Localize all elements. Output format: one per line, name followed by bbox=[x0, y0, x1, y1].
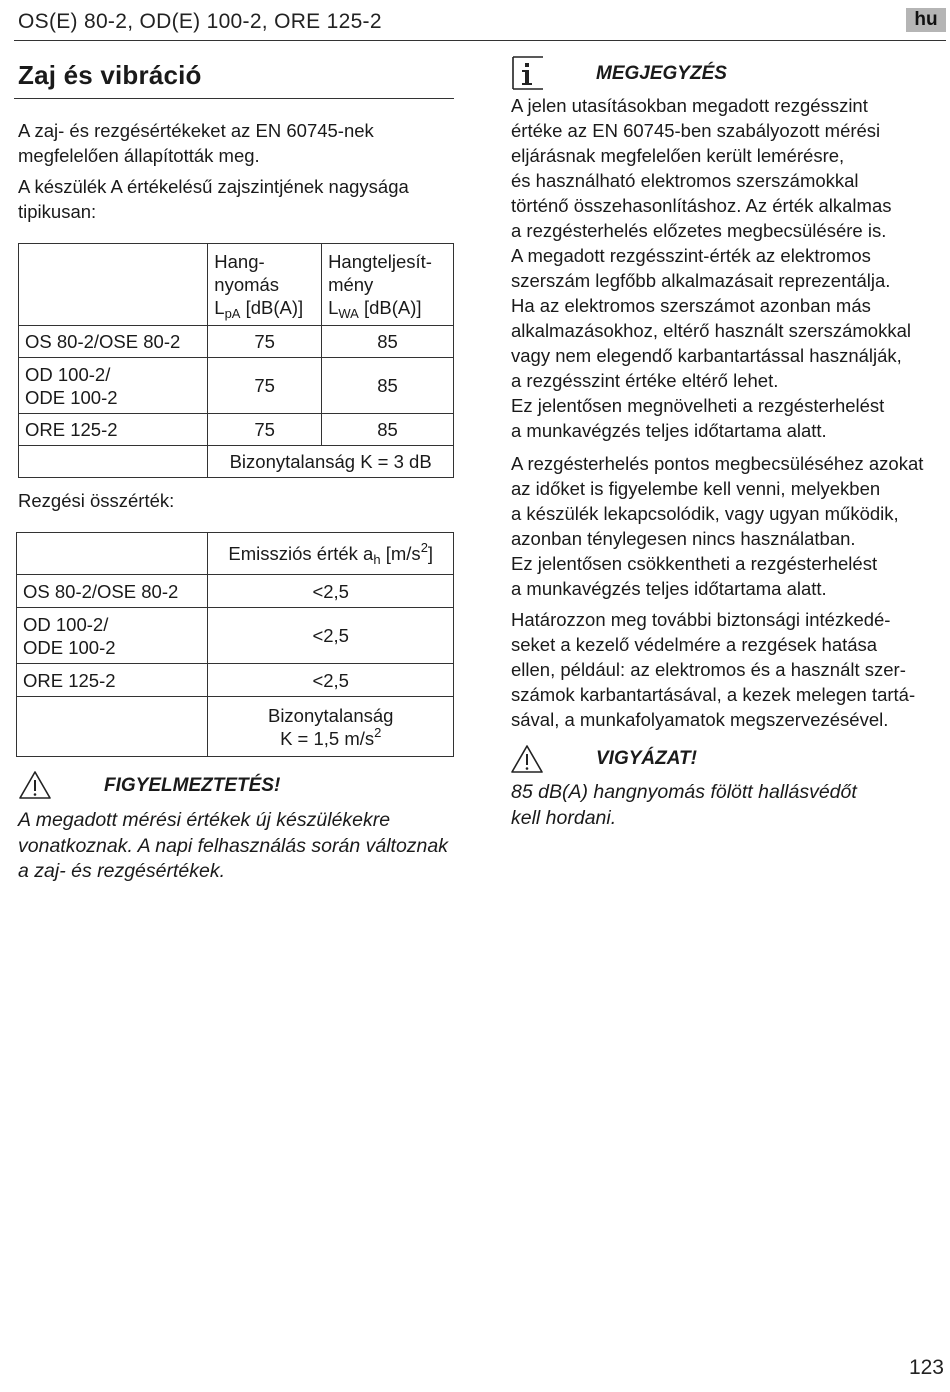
vibration-uncertainty-line1: Bizonytalanság bbox=[267, 704, 394, 726]
table-row bbox=[17, 697, 454, 757]
note-paragraph-3: Határozzon meg további biztonsági intézkedé- seket a kezelő védelmére a rezgések hatása ellen, például: az elektromos és a használt szer- számok karbantartásával, a kezek melegen tartá- sával, a munkafolyamatok megszervezésével. bbox=[511, 609, 916, 730]
caution-triangle-icon bbox=[510, 744, 544, 774]
noise-uncertainty-cell: Bizonytalanság K = 3 dB bbox=[208, 446, 454, 478]
model-cell: ORE 125-2 bbox=[17, 664, 208, 697]
vibration-table-header-emission: Emissziós érték $a_h$ $[m/s^2]$ bbox=[208, 533, 454, 575]
header-divider bbox=[14, 40, 946, 41]
noise-table-empty-cell bbox=[19, 244, 208, 326]
document-header-title: OS(E) 80-2, OD(E) 100-2, ORE 125-2 bbox=[18, 10, 382, 33]
caution-title: VIGYÁZAT! bbox=[596, 748, 697, 769]
lwa-value-cell: 85 bbox=[322, 414, 454, 446]
warning-text: A megadott mérési értékek új készülékekre vonatkoznak. A napi felhasználás során változnak a zaj- és rezgésértékek. bbox=[18, 809, 448, 882]
vibration-uncertainty-cell bbox=[208, 697, 454, 757]
noise-table-empty-cell bbox=[19, 446, 208, 478]
noise-table bbox=[18, 243, 454, 478]
lwa-value-cell: 85 bbox=[322, 326, 454, 358]
lwa-label-line2: mény bbox=[328, 274, 374, 295]
page-number: 123 bbox=[908, 1356, 944, 1379]
warning-triangle-icon bbox=[18, 770, 52, 800]
table-row bbox=[19, 326, 454, 358]
noise-table-header-lpa bbox=[208, 244, 322, 326]
note-paragraph-1: A jelen utasításokban megadott rezgésszint értéke az EN 60745-ben szabályozott mérési eljárásnak megfelelően került lemérésre, és használható elektromos szerszámokkal történő összehasonlításhoz. Az érték alkalmas a rezgésterhelés előzetes megbecsülésére is. A megadott rezgésszint-érték az elektromos szerszám legfőbb alkalmazásait reprezentálja. Ha az elektromos szerszámot azonban más alkalmazásokhoz, eltérő használt szerszámokkal vagy nem elegendő karbantartással használják, a rezgésszint értéke eltérő lehet. Ez jelentősen megnövelheti a rezgésterhelést a munkavégzés teljes időtartama alatt. bbox=[511, 95, 911, 441]
vibration-table-header-row bbox=[17, 533, 454, 575]
lpa-value-cell: 75 bbox=[208, 414, 322, 446]
table-row bbox=[17, 575, 454, 608]
lpa-value-cell: 75 bbox=[208, 326, 322, 358]
lpa-symbol: $L_{pA}$ [dB(A)] bbox=[214, 297, 304, 321]
vibration-table-empty-cell bbox=[17, 697, 208, 757]
table-row bbox=[19, 414, 454, 446]
table-row bbox=[19, 358, 454, 414]
vibration-uncertainty-line2: K = 1,5 $m/s^2$ bbox=[280, 724, 382, 749]
section-divider bbox=[14, 98, 454, 99]
intro-paragraph-1: A zaj- és rezgésértékeket az EN 60745-nek megfelelően állapították meg. bbox=[18, 120, 374, 166]
vibration-table bbox=[16, 532, 454, 757]
model-cell: OS 80-2/OSE 80-2 bbox=[19, 326, 208, 358]
noise-table-header-row bbox=[19, 244, 454, 326]
vibration-value-cell: <2,5 bbox=[208, 608, 454, 664]
vibration-label: Rezgési összérték: bbox=[18, 490, 175, 511]
intro-paragraph-2: A készülék A értékelésű zajszintjének nagysága tipikusan: bbox=[18, 176, 409, 222]
table-row bbox=[19, 446, 454, 478]
warning-title: FIGYELMEZTETÉS! bbox=[104, 775, 281, 796]
caution-text: 85 dB(A) hangnyomás fölött hallásvédőt kell hordani. bbox=[511, 781, 857, 829]
table-row bbox=[17, 664, 454, 697]
noise-table-header-lwa bbox=[322, 244, 454, 326]
lwa-label-line1: Hangteljesít- bbox=[328, 251, 432, 272]
vibration-value-cell: <2,5 bbox=[208, 664, 454, 697]
lpa-label-line1: Hang- bbox=[214, 251, 265, 272]
lpa-label-line2: nyomás bbox=[214, 274, 280, 295]
table-row bbox=[17, 608, 454, 664]
model-cell: OD 100-2/ ODE 100-2 bbox=[19, 358, 208, 414]
section-title: Zaj és vibráció bbox=[18, 60, 202, 90]
model-cell: OD 100-2/ ODE 100-2 bbox=[17, 608, 208, 664]
vibration-table-empty-cell bbox=[17, 533, 208, 575]
lwa-symbol: $L_{WA}$ [dB(A)] bbox=[328, 297, 422, 321]
note-paragraph-2: A rezgésterhelés pontos megbecsüléséhez azokat az időket is figyelembe kell venni, melyekben a készülék lekapcsolódik, vagy ugyan működik, azonban ténylegesen nincs használatban. Ez jelentősen csökkentheti a rezgésterhelést a munkavégzés teljes időtartama alatt. bbox=[511, 453, 924, 599]
lwa-value-cell: 85 bbox=[322, 358, 454, 414]
model-cell: ORE 125-2 bbox=[19, 414, 208, 446]
lpa-value-cell: 75 bbox=[208, 358, 322, 414]
info-icon bbox=[512, 56, 544, 90]
model-cell: OS 80-2/OSE 80-2 bbox=[17, 575, 208, 608]
language-badge: hu bbox=[906, 8, 946, 32]
vibration-value-cell: <2,5 bbox=[208, 575, 454, 608]
note-title: MEGJEGYZÉS bbox=[596, 63, 727, 84]
